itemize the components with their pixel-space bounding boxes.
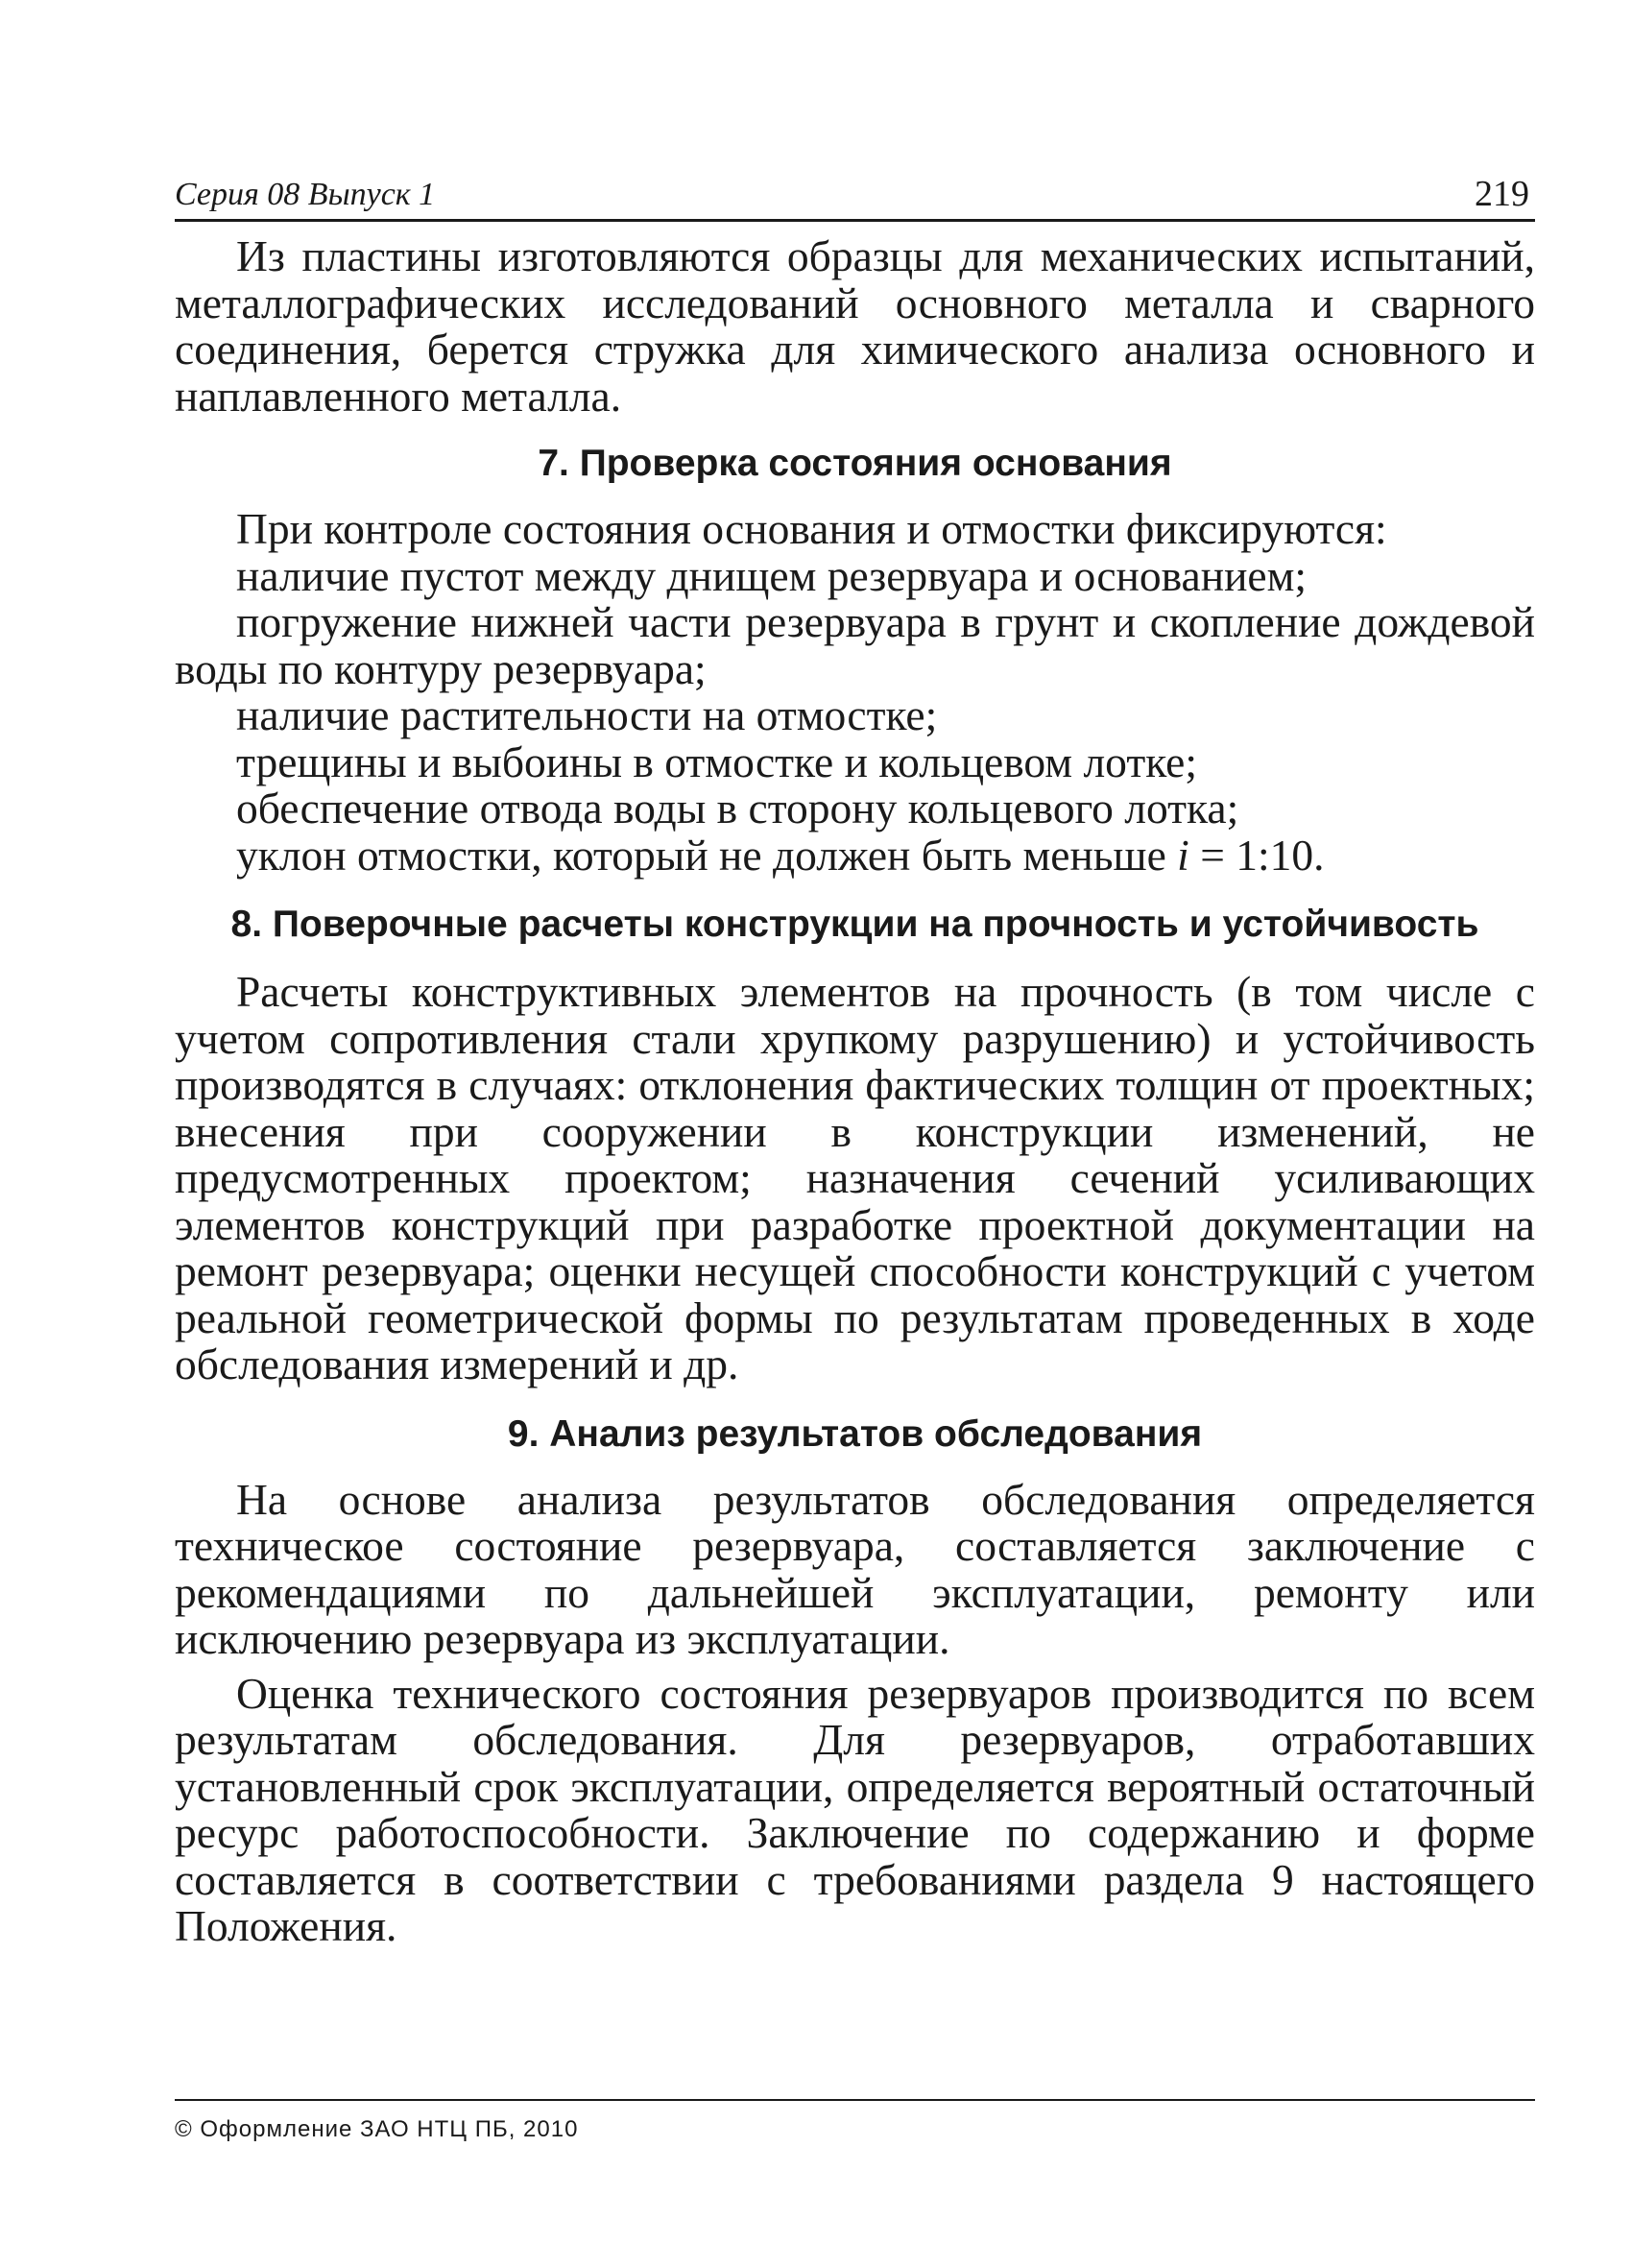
page-number: 219 [1475,174,1529,214]
series-label: Серия 08 Выпуск 1 [175,177,436,212]
section-7-body [175,506,1535,879]
footer-copyright: © Оформление ЗАО НТЦ ПБ, 2010 [175,2116,579,2142]
list-item: наличие пустот между днищем резервуара и основанием; [236,550,1308,600]
section-7-heading: 7. Проверка состояния основания [538,443,1172,484]
section-8-heading: 8. Поверочные расчеты конструкции на прочность и устойчивость [230,904,1479,945]
slope-text: уклон отмостки, который не должен быть меньше [236,830,1178,880]
list-item: наличие растительности на отмостке; [236,690,938,739]
running-header [175,171,1535,222]
intro-paragraph: Из пластины изготовляются образцы для механических испытаний, металлографических исследований основного металла и сварного соединения, берется стружка для химического анализа основного и наплавленного металла. [175,231,1535,421]
section-9-paragraph-1: На основе анализа результатов обследования определяется техническое состояние резервуара, составляется заключение с рекомендациями по дальнейшей эксплуатации, ремонту или исключению резервуара из эксплуатации. [175,1474,1535,1663]
page-body [175,233,1535,1950]
list-item: погружение нижней части резервуара в грунт и скопление дождевой воды по контуру резервуара; [175,597,1535,693]
section-8-paragraph: Расчеты конструктивных элементов на прочность (в том числе с учетом сопротивления стали хрупкому разрушению) и устойчивость производятся в случаях: отклонения фактических толщин от проектных; внесения при сооружении в конструкции изменений, не предусмотренных проектом; назначения сечений усиливающих элементов конструкций при разработке проектной документации на ремонт резервуара; оценки несущей способности конструкций с учетом реальной геометрической формы по результатам проведенных в ходе обследования измерений и др. [175,967,1535,1388]
list-item: обеспечение отвода воды в сторону кольцевого лотка; [236,784,1239,832]
section-9-heading: 9. Анализ результатов обследования [507,1412,1203,1455]
footer-divider [175,2099,1535,2101]
list-item: трещины и выбоины в отмостке и кольцевом лотке; [236,736,1198,786]
section-9-paragraph-2: Оценка технического состояния резервуаров производится по всем результатам обследования. Для резервуаров, отработавших установленный срок эксплуатации, определяется вероятный остаточный ресурс работоспособности. Заключение по содержанию и форме составляется в соответствии с требованиями раздела 9 настоящего Положения. [175,1668,1535,1950]
list-item-slope [175,832,1535,880]
section-7-lead: При контроле состояния основания и отмостки фиксируются: [236,504,1387,553]
slope-value: = 1:10. [1188,830,1325,880]
slope-symbol: i [1177,830,1189,880]
